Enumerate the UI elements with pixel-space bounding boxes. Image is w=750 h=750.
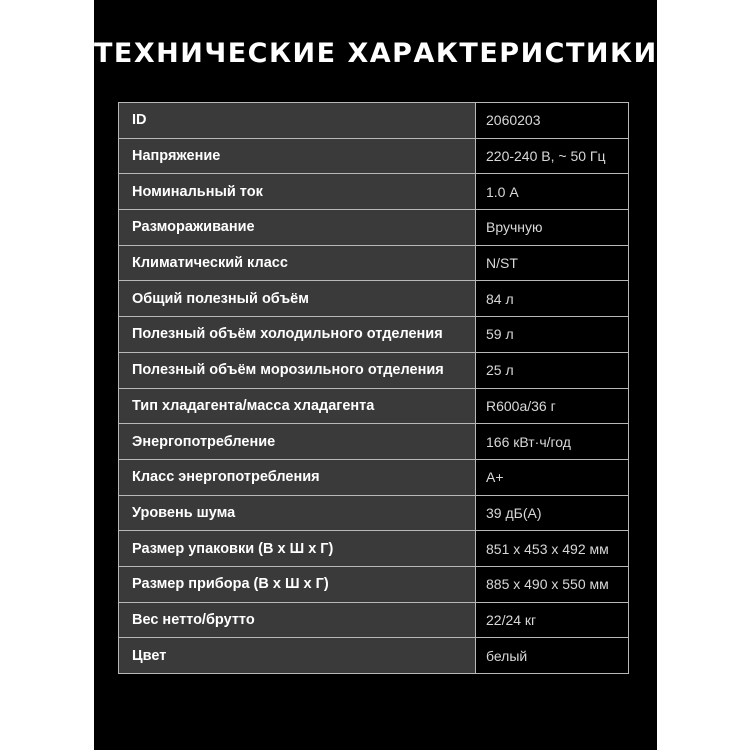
table-row: [119, 459, 629, 495]
spec-label: Размораживание: [119, 210, 476, 246]
spec-value: 59 л: [476, 317, 629, 353]
table-row: [119, 245, 629, 281]
spec-value: 2060203: [476, 103, 629, 139]
table-row: [119, 317, 629, 353]
table-row: [119, 352, 629, 388]
table-row: [119, 602, 629, 638]
spec-value: 220-240 В, ~ 50 Гц: [476, 138, 629, 174]
spec-label: Номинальный ток: [119, 174, 476, 210]
spec-value: белый: [476, 638, 629, 674]
table-row: [119, 388, 629, 424]
spec-value: A+: [476, 459, 629, 495]
spec-value: 84 л: [476, 281, 629, 317]
table-row: [119, 281, 629, 317]
table-row: [119, 566, 629, 602]
table-row: [119, 138, 629, 174]
spec-value: 25 л: [476, 352, 629, 388]
spec-label: Размер упаковки (В x Ш x Г): [119, 531, 476, 567]
spec-value: Вручную: [476, 210, 629, 246]
spec-value: N/ST: [476, 245, 629, 281]
spec-value: 851 x 453 x 492 мм: [476, 531, 629, 567]
spec-label: Размер прибора (В x Ш x Г): [119, 566, 476, 602]
spec-panel: [94, 0, 657, 750]
spec-value: 22/24 кг: [476, 602, 629, 638]
spec-label: Тип хладагента/масса хладагента: [119, 388, 476, 424]
spec-label: Цвет: [119, 638, 476, 674]
spec-label: ID: [119, 103, 476, 139]
table-row: [119, 638, 629, 674]
spec-label: Климатический класс: [119, 245, 476, 281]
spec-value: 39 дБ(А): [476, 495, 629, 531]
spec-label: Уровень шума: [119, 495, 476, 531]
spec-label: Полезный объём морозильного отделения: [119, 352, 476, 388]
table-row: [119, 495, 629, 531]
spec-label: Напряжение: [119, 138, 476, 174]
spec-label: Класс энергопотребления: [119, 459, 476, 495]
table-row: [119, 424, 629, 460]
page-title: ТЕХНИЧЕСКИЕ ХАРАКТЕРИСТИКИ: [94, 38, 658, 69]
spec-value: R600a/36 г: [476, 388, 629, 424]
spec-value: 1.0 А: [476, 174, 629, 210]
table-row: [119, 531, 629, 567]
spec-label: Энергопотребление: [119, 424, 476, 460]
table-row: [119, 174, 629, 210]
spec-table: [118, 102, 629, 674]
spec-label: Полезный объём холодильного отделения: [119, 317, 476, 353]
table-row: [119, 210, 629, 246]
spec-label: Вес нетто/брутто: [119, 602, 476, 638]
spec-value: 166 кВт·ч/год: [476, 424, 629, 460]
spec-label: Общий полезный объём: [119, 281, 476, 317]
spec-value: 885 x 490 x 550 мм: [476, 566, 629, 602]
table-row: [119, 103, 629, 139]
